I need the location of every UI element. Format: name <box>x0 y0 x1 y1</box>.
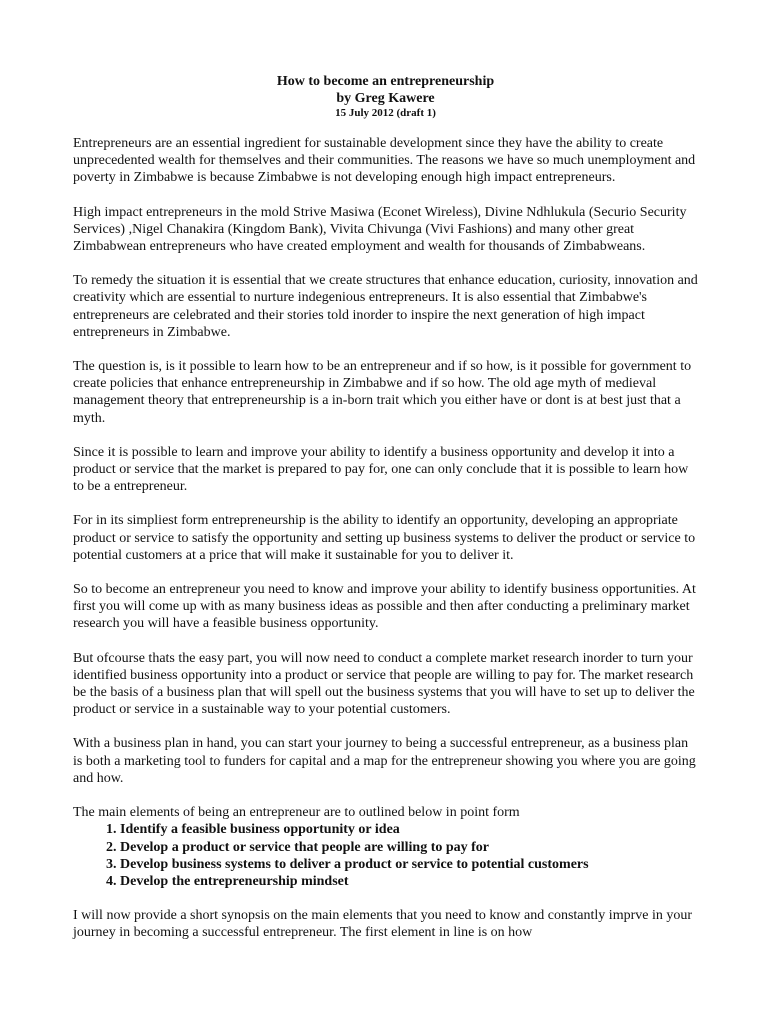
document-date: 15 July 2012 (draft 1) <box>335 107 436 119</box>
elements-list <box>73 821 698 890</box>
body-paragraph: So to become an entrepreneur you need to know and improve your ability to identify business opportunities. At first you will come up with as many business ideas as possible and then after conducting a preliminary market research you will have a feasible business opportunity. <box>73 582 696 632</box>
list-item: 4. Develop the entrepreneurship mindset <box>120 873 698 890</box>
body-paragraph: Since it is possible to learn and improve your ability to identify a business opportunity and develop it into a product or service that the market is prepared to pay for, one can only conclude that it is possible to learn how to be a entrepreneur. <box>73 444 689 495</box>
document-title: How to become an entrepreneurship <box>276 74 495 89</box>
body-paragraph: With a business plan in hand, you can start your journey to being a successful entrepreneur, as a business plan is both a marketing tool to funders for capital and a map for the entrepreneur showing you where you are going and how. <box>73 736 696 786</box>
document-author: by Greg Kawere <box>336 91 435 106</box>
body-paragraph: The question is, is it possible to learn how to be an entrepreneur and if so how, is it possible for government to create policies that enhance entrepreneurship in Zimbabwe and if so how. The old age myth of medieval management theory that entrepreneurship is a in-born trait which you either have or dont is at best just that a myth. <box>73 359 692 426</box>
list-item: 1. Identify a feasible business opportunity or idea <box>120 821 698 838</box>
list-item: 2. Develop a product or service that people are willing to pay for <box>120 839 698 856</box>
body-paragraph: High impact entrepreneurs in the mold Strive Masiwa (Econet Wireless), Divine Ndhlukula (Securio Security Services) ,Nigel Chanakira (Kingdom Bank), Vivita Chivunga (Vivi Fashions) and many other great Zimbabwean entrepreneurs who have created employment and wealth for thousands of Zimbabweans. <box>73 204 687 255</box>
list-intro: The main elements of being an entrepreneur are to outlined below in point form <box>73 805 520 821</box>
body-paragraph: For in its simpliest form entrepreneurship is the ability to identify an opportunity, developing an appropriate product or service to satisfy the opportunity and setting up business systems to deliver the product or service to potential customers at a price that will make it sustainable for you to deliver it. <box>73 513 696 563</box>
list-item: 3. Develop business systems to deliver a product or service to potential customers <box>120 856 698 873</box>
body-paragraph: But ofcourse thats the easy part, you will now need to conduct a complete market research inorder to turn your identified business opportunity into a product or service that people are willing to pay for. The market research be the basis of a business plan that will spell out the business systems that you will have to set up to deliver the product or service in a sustainable way to your potential customers. <box>73 650 695 718</box>
body-paragraph: Entrepreneurs are an essential ingredient for sustainable development since they have the ability to create unprecedented wealth for themselves and their communities. The reasons we have so much unemployment and poverty in Zimbabwe is because Zimbabwe is not developing enough high impact entrepreneurs. <box>73 136 696 186</box>
closing-paragraph: I will now provide a short synopsis on the main elements that you need to know and constantly imprve in your journey in becoming a successful entrepreneur. The first element in line is on how <box>73 908 693 941</box>
document-page <box>73 73 698 959</box>
body-paragraph: To remedy the situation it is essential that we create structures that enhance education, curiosity, innovation and creativity which are essential to nurture indegenious entrepreneurs. It is also essential that Zimbabwe's entrepreneurs are celebrated and their stories told inorder to inspire the next generation of high impact entrepreneurs in Zimbabwe. <box>73 273 698 340</box>
